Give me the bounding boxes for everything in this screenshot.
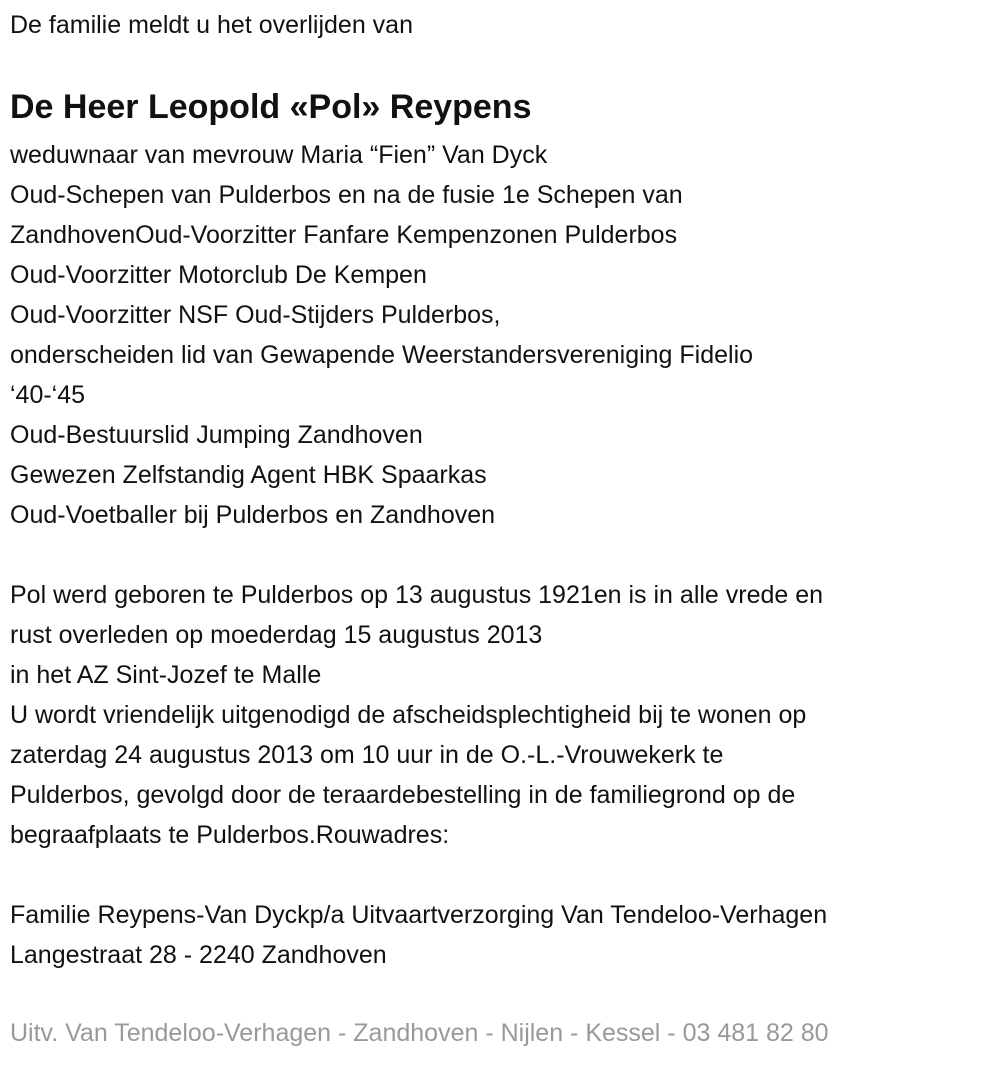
title-line: Oud-Voetballer bij Pulderbos en Zandhoven — [10, 501, 496, 529]
detail-line: rust overleden op moederdag 15 augustus 2013 — [10, 621, 543, 649]
title-line: ZandhovenOud-Voorzitter Fanfare Kempenzonen Pulderbos — [10, 221, 678, 249]
address-line: Langestraat 28 - 2240 Zandhoven — [10, 941, 387, 969]
address-line: Familie Reypens-Van Dyckp/a Uitvaartverzorging Van Tendeloo-Verhagen — [10, 901, 828, 929]
funeral-home-footer: Uitv. Van Tendeloo-Verhagen - Zandhoven - Nijlen - Kessel - 03 481 82 80 — [10, 1019, 829, 1047]
deceased-name: De Heer Leopold «Pol» Reypens — [10, 88, 532, 126]
title-line: onderscheiden lid van Gewapende Weerstandersvereniging Fidelio — [10, 341, 754, 369]
intro-text: De familie meldt u het overlijden van — [10, 11, 413, 39]
title-line: Oud-Voorzitter NSF Oud-Stijders Pulderbos, — [10, 301, 501, 329]
detail-line: U wordt vriendelijk uitgenodigd de afscheidsplechtigheid bij te wonen op — [10, 701, 807, 729]
title-line: Gewezen Zelfstandig Agent HBK Spaarkas — [10, 461, 487, 489]
title-line: Oud-Voorzitter Motorclub De Kempen — [10, 261, 427, 289]
detail-line: Pulderbos, gevolgd door de teraardebestelling in de familiegrond op de — [10, 781, 796, 809]
detail-line: Pol werd geboren te Pulderbos op 13 augustus 1921en is in alle vrede en — [10, 581, 824, 609]
detail-line: zaterdag 24 augustus 2013 om 10 uur in de O.-L.-Vrouwekerk te — [10, 741, 724, 769]
detail-line: begraafplaats te Pulderbos.Rouwadres: — [10, 821, 450, 849]
title-line: weduwnaar van mevrouw Maria “Fien” Van Dyck — [10, 141, 548, 169]
detail-line: in het AZ Sint-Jozef te Malle — [10, 661, 322, 689]
title-line: Oud-Schepen van Pulderbos en na de fusie 1e Schepen van — [10, 181, 683, 209]
title-line: Oud-Bestuurslid Jumping Zandhoven — [10, 421, 423, 449]
title-line: ‘40-‘45 — [10, 381, 86, 409]
